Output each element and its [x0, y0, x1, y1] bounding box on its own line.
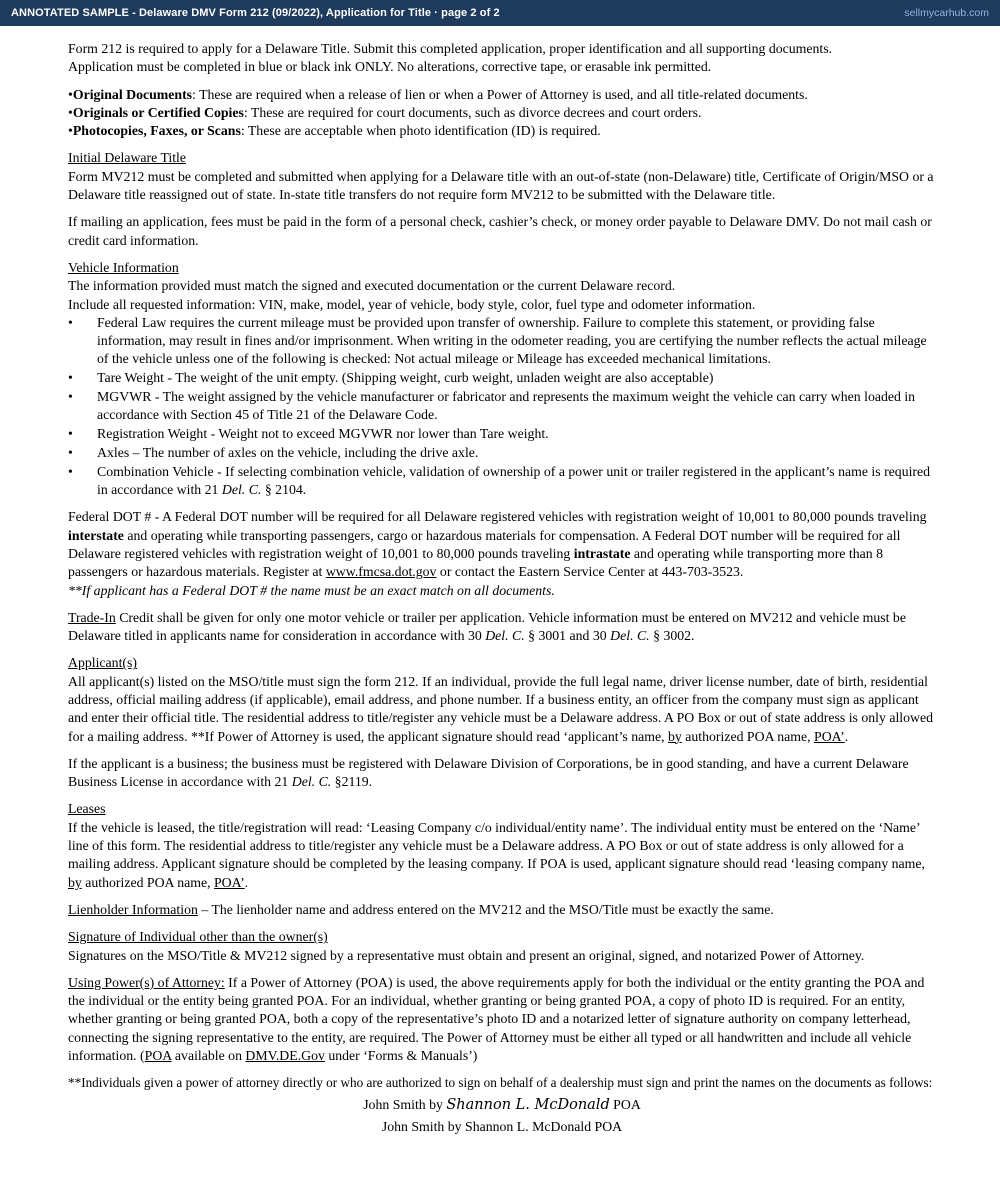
- fmcsa-link[interactable]: www.fmcsa.dot.gov: [325, 564, 437, 580]
- doc-type-original: •Original Documents: These are required when a release of lien or when a Power of Attorney is used, and all title-related documents.: [68, 86, 808, 102]
- vehicle-info-line-2: Include all requested information: VIN, make, model, year of vehicle, body style, color, fuel type and odometer information.: [68, 296, 756, 312]
- signature-example: [68, 1094, 936, 1137]
- lienholder-paragraph: Lienholder Information – The lienholder name and address entered on the MV212 and the MSO/Title must be exactly the same.: [68, 901, 774, 917]
- mailing-paragraph: If mailing an application, fees must be paid in the form of a personal check, cashier’s check, or money order payable to Delaware DMV. Do not mail cash or credit card information.: [68, 214, 932, 248]
- dmv-link[interactable]: DMV.DE.Gov: [245, 1048, 325, 1064]
- doc-type-certified: •Originals or Certified Copies: These are required for court documents, such as divorce decrees and court orders.: [68, 104, 702, 120]
- header-bar: [0, 0, 1000, 26]
- document-title: ANNOTATED SAMPLE - Delaware DMV Form 212 (09/2022), Application for Title · page 2 of 2: [11, 7, 500, 19]
- applicants-heading: Applicant(s): [68, 655, 137, 671]
- list-item-combination-vehicle: • Combination Vehicle - If selecting combination vehicle, validation of ownership of a power unit or trailer registered in the applicant’s name is required in accordance with 21 Del. C. § 2104.: [68, 463, 936, 500]
- intro-line-1: Form 212 is required to apply for a Delaware Title. Submit this completed application, proper identification and all supporting documents.: [68, 41, 833, 56]
- site-link[interactable]: sellmycarhub.com: [904, 7, 989, 19]
- leases-heading: Leases: [68, 801, 106, 817]
- document-types: [68, 86, 936, 141]
- vehicle-info-list: [68, 314, 936, 499]
- doc-type-photocopies: •Photocopies, Faxes, or Scans: These are acceptable when photo identification (ID) is required.: [68, 123, 601, 139]
- vehicle-info-line-1: The information provided must match the signed and executed documentation or the current Delaware record.: [68, 278, 676, 294]
- initial-title-body: Form MV212 must be completed and submitted when applying for a Delaware title with an out-of-state (non-Delaware) title, Certificate of Origin/MSO or a Delaware title reassigned out of state. In-state title transfers do not require form MV212 to be submitted with the Delaware title.: [68, 168, 934, 203]
- poa-section: Using Power(s) of Attorney: If a Power of Attorney (POA) is used, the above requirements apply for both the individual or the entity granting the POA and the individual or the entity being granted POA. For an individual, whether granting or being granted POA, a copy of photo ID is required. For an entity, whether granting or being granted POA, both a copy of the representative’s photo ID and a notarized letter of signature authority on company letterhead, connecting the signing representative to the entity, are required. The Power of Attorney must be either all typed or all handwritten and include all vehicle information. (POA available on DMV.DE.Gov under ‘Forms & Manuals’): [68, 974, 925, 1064]
- trade-in-heading: Trade-In: [68, 609, 116, 625]
- trade-in-paragraph: Trade-In Credit shall be given for only one motor vehicle or trailer per application. Vehicle information must be entered on MV212 and vehicle must be Delaware titled in applicants name for consideration in accordance with 30 Del. C. § 3001 and 30 Del. C. § 3002.: [68, 609, 906, 644]
- leases-section: Leases If the vehicle is leased, the title/registration will read: ‘Leasing Company c/o individual/entity name’. The individual entity must be entered on the ‘Name’ line of this form. The residential address to title/register any vehicle must be a Delaware address. A PO Box or out of state address is only allowed for a mailing address. Applicant signature should be completed by the leasing company. If POA is used, applicant signature should read ‘leasing company name, by authorized POA name, POA’.: [68, 800, 936, 891]
- dot-note: **If applicant has a Federal DOT # the name must be an exact match on all documents.: [68, 582, 555, 598]
- vehicle-info-section: [68, 259, 936, 314]
- list-item-registration-weight: • Registration Weight - Weight not to exceed MGVWR nor lower than Tare weight.: [68, 425, 936, 443]
- signature-other-section: Signature of Individual other than the owner(s) Signatures on the MSO/Title & MV212 signed by a representative must obtain and present an original, signed, and notarized Power of Attorney.: [68, 928, 936, 965]
- initial-title-heading: Initial Delaware Title: [68, 150, 187, 166]
- footer-note: **Individuals given a power of attorney directly or who are authorized to sign on behalf of a dealership must sign and print the names on the documents as follows:: [68, 1075, 933, 1091]
- lienholder-heading: Lienholder Information: [68, 901, 198, 917]
- signature-line: John Smith by Shannon L. McDonald POA: [363, 1097, 641, 1114]
- list-item-mgvwr: • MGVWR - The weight assigned by the vehicle manufacturer or fabricator and represents the maximum weight the vehicle can carry when loaded in accordance with Section 45 of Title 21 of the Delaware Code.: [68, 388, 936, 425]
- list-item-axles: • Axles – The number of axles on the vehicle, including the drive axle.: [68, 444, 936, 462]
- document-body: [68, 40, 936, 1137]
- business-paragraph: If the applicant is a business; the business must be registered with Delaware Division of Corporations, be in good standing, and have a current Delaware Business License in accordance with 21 Del. C. §2119.: [68, 755, 909, 790]
- vehicle-info-heading: Vehicle Information: [68, 259, 179, 275]
- applicants-section: Applicant(s) All applicant(s) listed on the MSO/title must sign the form 212. If an individual, provide the full legal name, driver license number, date of birth, residential address, official mailing address (if applicable), email address, and phone number. If a business entity, an officer from the company must sign as applicant and enter their official title. The residential address to title/register any vehicle must be a Delaware address. A PO Box or out of state address is only allowed for a mailing address. **If Power of Attorney is used, the applicant signature should read ‘applicant’s name, by authorized POA name, POA’.: [68, 654, 936, 745]
- handwritten-signature: Shannon L. McDonald: [446, 1097, 610, 1114]
- intro-paragraph: [68, 40, 936, 77]
- initial-title-section: [68, 149, 936, 204]
- poa-heading: Using Power(s) of Attorney:: [68, 974, 225, 990]
- list-item-odometer: • Federal Law requires the current mileage must be provided upon transfer of ownership. Failure to complete this statement, or providing false information, may result in fines and/or imprisonment. When writing in the odometer reading, you are certifying the number reflects the actual mileage of the vehicle unless one of the following is checked: Not actual mileage or Mileage has exceeded mechanical limitations.: [68, 314, 936, 369]
- list-item-tare-weight: • Tare Weight - The weight of the unit empty. (Shipping weight, curb weight, unladen weight are also acceptable): [68, 369, 936, 387]
- printed-name-line: John Smith by Shannon L. McDonald POA: [381, 1119, 623, 1135]
- signature-other-heading: Signature of Individual other than the owner(s): [68, 929, 328, 945]
- intro-line-2: Application must be completed in blue or black ink ONLY. No alterations, corrective tape, or erasable ink permitted.: [68, 59, 712, 75]
- federal-dot-paragraph: Federal DOT # - A Federal DOT number will be required for all Delaware registered vehicles with registration weight of 10,001 to 80,000 pounds traveling interstate and operating while transporting passengers, cargo or hazardous materials for compensation. A Federal DOT number will be required for all Delaware registered vehicles with registration weight of 10,001 to 80,000 pounds traveling intrastate and operating while transporting more than 8 passengers or hazardous materials. Register at www.fmcsa.dot.gov or contact the Eastern Service Center at 443-703-3523. **If applicant has a Federal DOT # the name must be an exact match on all documents.: [68, 508, 936, 599]
- poa-link[interactable]: POA: [144, 1048, 172, 1064]
